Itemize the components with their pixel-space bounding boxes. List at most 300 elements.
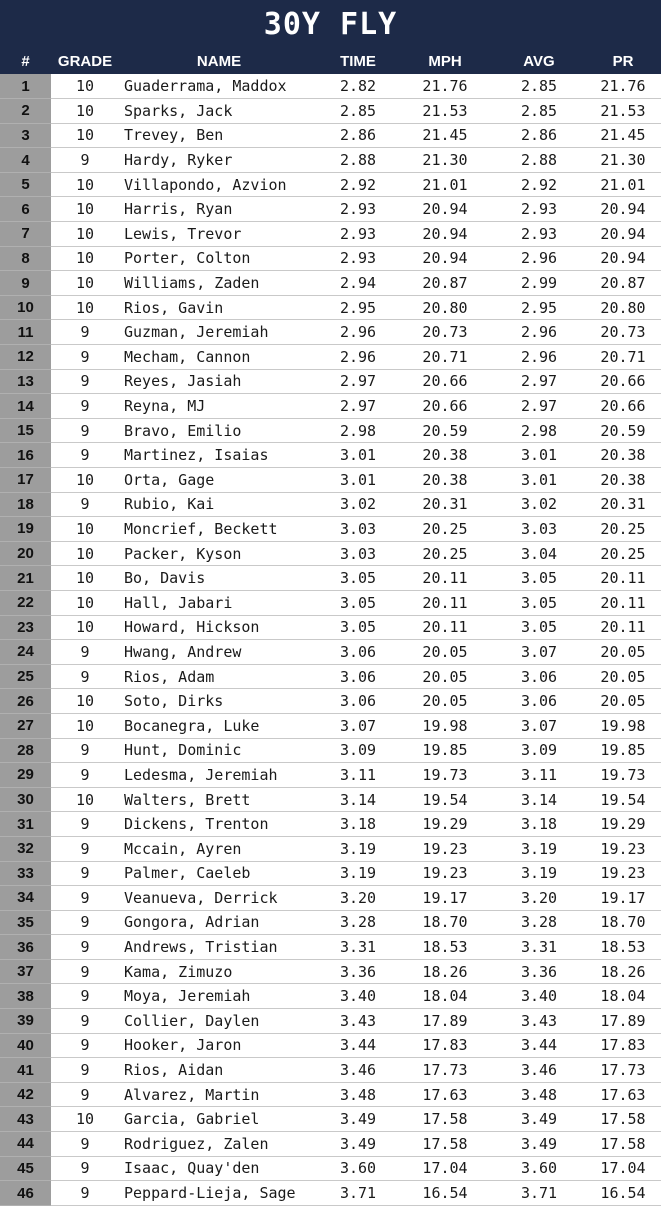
mph-cell: 17.63 [397, 1082, 493, 1107]
name-cell: Bo, Davis [119, 566, 319, 591]
avg-cell: 3.02 [493, 492, 585, 517]
pr-cell: 19.85 [585, 738, 661, 763]
time-cell: 2.93 [319, 246, 397, 271]
name-cell: Packer, Kyson [119, 541, 319, 566]
name-cell: Peppard-Lieja, Sage [119, 1181, 319, 1206]
rank-cell: 36 [0, 935, 51, 960]
table-row [0, 1132, 661, 1157]
avg-cell: 3.31 [493, 935, 585, 960]
name-cell: Hall, Jabari [119, 590, 319, 615]
pr-cell: 21.76 [585, 74, 661, 99]
avg-cell: 3.36 [493, 959, 585, 984]
pr-cell: 20.59 [585, 418, 661, 443]
rank-cell: 38 [0, 984, 51, 1009]
pr-cell: 17.04 [585, 1156, 661, 1181]
rank-cell: 42 [0, 1082, 51, 1107]
rank-cell: 16 [0, 443, 51, 468]
time-cell: 2.98 [319, 418, 397, 443]
grade-cell: 9 [51, 861, 119, 886]
avg-cell: 3.40 [493, 984, 585, 1009]
grade-cell: 9 [51, 1058, 119, 1083]
name-cell: Howard, Hickson [119, 615, 319, 640]
name-cell: Guaderrama, Maddox [119, 74, 319, 99]
pr-cell: 20.66 [585, 369, 661, 394]
table-row [0, 984, 661, 1009]
grade-cell: 9 [51, 935, 119, 960]
grade-cell: 9 [51, 148, 119, 173]
time-cell: 3.19 [319, 861, 397, 886]
grade-cell: 10 [51, 590, 119, 615]
name-cell: Martinez, Isaias [119, 443, 319, 468]
mph-cell: 20.73 [397, 320, 493, 345]
mph-cell: 20.25 [397, 541, 493, 566]
pr-cell: 17.58 [585, 1107, 661, 1132]
table-row [0, 517, 661, 542]
avg-cell: 3.18 [493, 812, 585, 837]
grade-cell: 9 [51, 812, 119, 837]
avg-cell: 3.44 [493, 1033, 585, 1058]
time-cell: 3.01 [319, 468, 397, 493]
time-cell: 2.88 [319, 148, 397, 173]
avg-cell: 3.48 [493, 1082, 585, 1107]
pr-cell: 20.38 [585, 443, 661, 468]
name-cell: Hardy, Ryker [119, 148, 319, 173]
rank-cell: 37 [0, 959, 51, 984]
table-row [0, 172, 661, 197]
avg-cell: 2.96 [493, 345, 585, 370]
avg-cell: 2.88 [493, 148, 585, 173]
time-cell: 2.86 [319, 123, 397, 148]
mph-cell: 19.17 [397, 886, 493, 911]
avg-cell: 2.95 [493, 295, 585, 320]
grade-cell: 10 [51, 74, 119, 99]
mph-cell: 20.71 [397, 345, 493, 370]
table-row [0, 74, 661, 99]
grade-cell: 9 [51, 984, 119, 1009]
table-row [0, 418, 661, 443]
table-row [0, 713, 661, 738]
time-cell: 3.36 [319, 959, 397, 984]
mph-cell: 17.04 [397, 1156, 493, 1181]
avg-cell: 2.98 [493, 418, 585, 443]
table-row [0, 959, 661, 984]
time-cell: 2.85 [319, 99, 397, 124]
header-row [0, 48, 661, 74]
rank-cell: 34 [0, 886, 51, 911]
grade-cell: 10 [51, 541, 119, 566]
pr-cell: 17.83 [585, 1033, 661, 1058]
grade-cell: 10 [51, 271, 119, 296]
table-row [0, 664, 661, 689]
time-cell: 2.82 [319, 74, 397, 99]
time-cell: 3.49 [319, 1107, 397, 1132]
mph-cell: 20.66 [397, 369, 493, 394]
name-cell: Alvarez, Martin [119, 1082, 319, 1107]
name-cell: Ledesma, Jeremiah [119, 763, 319, 788]
grade-cell: 9 [51, 886, 119, 911]
mph-cell: 17.89 [397, 1009, 493, 1034]
grade-cell: 9 [51, 959, 119, 984]
rank-cell: 18 [0, 492, 51, 517]
pr-cell: 18.26 [585, 959, 661, 984]
name-cell: Hunt, Dominic [119, 738, 319, 763]
time-cell: 3.19 [319, 836, 397, 861]
name-cell: Rios, Adam [119, 664, 319, 689]
time-cell: 3.31 [319, 935, 397, 960]
grade-cell: 10 [51, 615, 119, 640]
rank-cell: 26 [0, 689, 51, 714]
time-cell: 2.92 [319, 172, 397, 197]
rank-cell: 30 [0, 787, 51, 812]
table-row [0, 345, 661, 370]
grade-cell: 10 [51, 1107, 119, 1132]
name-cell: Collier, Daylen [119, 1009, 319, 1034]
pr-cell: 20.25 [585, 517, 661, 542]
results-table [0, 48, 661, 1206]
grade-cell: 10 [51, 787, 119, 812]
name-cell: Garcia, Gabriel [119, 1107, 319, 1132]
avg-cell: 3.05 [493, 590, 585, 615]
table-row [0, 689, 661, 714]
table-row [0, 148, 661, 173]
grade-cell: 9 [51, 418, 119, 443]
pr-cell: 20.80 [585, 295, 661, 320]
mph-cell: 21.01 [397, 172, 493, 197]
avg-cell: 2.96 [493, 320, 585, 345]
mph-cell: 16.54 [397, 1181, 493, 1206]
pr-cell: 20.94 [585, 197, 661, 222]
mph-cell: 20.11 [397, 566, 493, 591]
time-cell: 3.40 [319, 984, 397, 1009]
name-cell: Sparks, Jack [119, 99, 319, 124]
grade-cell: 9 [51, 640, 119, 665]
table-row [0, 590, 661, 615]
table-body [0, 74, 661, 1205]
table-row [0, 541, 661, 566]
time-cell: 3.05 [319, 615, 397, 640]
avg-cell: 3.04 [493, 541, 585, 566]
table-row [0, 738, 661, 763]
grade-cell: 10 [51, 689, 119, 714]
name-cell: Lewis, Trevor [119, 222, 319, 247]
pr-cell: 20.71 [585, 345, 661, 370]
rank-cell: 35 [0, 910, 51, 935]
grade-cell: 9 [51, 1181, 119, 1206]
rank-cell: 10 [0, 295, 51, 320]
grade-cell: 10 [51, 566, 119, 591]
name-cell: Reyes, Jasiah [119, 369, 319, 394]
avg-cell: 3.60 [493, 1156, 585, 1181]
time-cell: 2.94 [319, 271, 397, 296]
time-cell: 3.02 [319, 492, 397, 517]
table-row [0, 197, 661, 222]
mph-cell: 19.85 [397, 738, 493, 763]
name-cell: Hwang, Andrew [119, 640, 319, 665]
name-cell: Palmer, Caeleb [119, 861, 319, 886]
name-cell: Gongora, Adrian [119, 910, 319, 935]
rank-cell: 20 [0, 541, 51, 566]
pr-cell: 19.73 [585, 763, 661, 788]
mph-cell: 20.94 [397, 222, 493, 247]
rank-cell: 7 [0, 222, 51, 247]
grade-cell: 9 [51, 1156, 119, 1181]
mph-cell: 17.83 [397, 1033, 493, 1058]
pr-cell: 19.98 [585, 713, 661, 738]
table-row [0, 99, 661, 124]
table-header [0, 48, 661, 74]
mph-cell: 20.38 [397, 468, 493, 493]
name-cell: Reyna, MJ [119, 394, 319, 419]
table-row [0, 615, 661, 640]
pr-cell: 20.05 [585, 689, 661, 714]
name-cell: Trevey, Ben [119, 123, 319, 148]
rank-cell: 32 [0, 836, 51, 861]
name-cell: Bocanegra, Luke [119, 713, 319, 738]
grade-cell: 10 [51, 172, 119, 197]
avg-cell: 3.11 [493, 763, 585, 788]
name-cell: Mecham, Cannon [119, 345, 319, 370]
rank-cell: 41 [0, 1058, 51, 1083]
avg-cell: 3.14 [493, 787, 585, 812]
avg-cell: 2.92 [493, 172, 585, 197]
table-row [0, 836, 661, 861]
table-row [0, 320, 661, 345]
table-row [0, 246, 661, 271]
avg-cell: 3.28 [493, 910, 585, 935]
table-row [0, 566, 661, 591]
name-cell: Kama, Zimuzo [119, 959, 319, 984]
name-cell: Porter, Colton [119, 246, 319, 271]
time-cell: 3.03 [319, 541, 397, 566]
rank-cell: 2 [0, 99, 51, 124]
avg-cell: 2.85 [493, 74, 585, 99]
table-row [0, 492, 661, 517]
name-cell: Dickens, Trenton [119, 812, 319, 837]
grade-cell: 9 [51, 763, 119, 788]
grade-cell: 10 [51, 222, 119, 247]
pr-cell: 20.31 [585, 492, 661, 517]
time-cell: 3.71 [319, 1181, 397, 1206]
time-cell: 2.95 [319, 295, 397, 320]
mph-cell: 17.58 [397, 1107, 493, 1132]
time-cell: 3.03 [319, 517, 397, 542]
time-cell: 3.07 [319, 713, 397, 738]
column-header-rank: # [0, 48, 51, 74]
time-cell: 2.97 [319, 394, 397, 419]
mph-cell: 20.31 [397, 492, 493, 517]
avg-cell: 2.97 [493, 369, 585, 394]
rank-cell: 8 [0, 246, 51, 271]
avg-cell: 3.06 [493, 689, 585, 714]
table-row [0, 935, 661, 960]
table-row [0, 123, 661, 148]
table-row [0, 1058, 661, 1083]
mph-cell: 20.25 [397, 517, 493, 542]
table-row [0, 443, 661, 468]
rank-cell: 44 [0, 1132, 51, 1157]
mph-cell: 19.23 [397, 836, 493, 861]
time-cell: 3.11 [319, 763, 397, 788]
grade-cell: 9 [51, 836, 119, 861]
pr-cell: 19.17 [585, 886, 661, 911]
time-cell: 3.05 [319, 590, 397, 615]
pr-cell: 20.11 [585, 590, 661, 615]
grade-cell: 10 [51, 246, 119, 271]
pr-cell: 19.23 [585, 836, 661, 861]
pr-cell: 20.05 [585, 664, 661, 689]
avg-cell: 3.19 [493, 861, 585, 886]
avg-cell: 3.05 [493, 566, 585, 591]
grade-cell: 9 [51, 1033, 119, 1058]
grade-cell: 9 [51, 738, 119, 763]
title-bar [0, 0, 661, 48]
pr-cell: 20.25 [585, 541, 661, 566]
rank-cell: 24 [0, 640, 51, 665]
table-row [0, 812, 661, 837]
rank-cell: 19 [0, 517, 51, 542]
name-cell: Rubio, Kai [119, 492, 319, 517]
avg-cell: 2.93 [493, 197, 585, 222]
name-cell: Harris, Ryan [119, 197, 319, 222]
name-cell: Villapondo, Azvion [119, 172, 319, 197]
time-cell: 3.14 [319, 787, 397, 812]
grade-cell: 10 [51, 713, 119, 738]
mph-cell: 21.45 [397, 123, 493, 148]
mph-cell: 20.05 [397, 640, 493, 665]
mph-cell: 20.80 [397, 295, 493, 320]
rank-cell: 22 [0, 590, 51, 615]
pr-cell: 20.05 [585, 640, 661, 665]
rank-cell: 23 [0, 615, 51, 640]
time-cell: 2.96 [319, 320, 397, 345]
rank-cell: 33 [0, 861, 51, 886]
pr-cell: 17.89 [585, 1009, 661, 1034]
grade-cell: 9 [51, 394, 119, 419]
mph-cell: 20.94 [397, 246, 493, 271]
avg-cell: 3.09 [493, 738, 585, 763]
avg-cell: 2.96 [493, 246, 585, 271]
table-row [0, 640, 661, 665]
name-cell: Guzman, Jeremiah [119, 320, 319, 345]
table-row [0, 394, 661, 419]
mph-cell: 17.73 [397, 1058, 493, 1083]
grade-cell: 9 [51, 1082, 119, 1107]
rank-cell: 3 [0, 123, 51, 148]
grade-cell: 10 [51, 123, 119, 148]
page-title: 30Y FLY [263, 6, 398, 42]
table-row [0, 295, 661, 320]
mph-cell: 18.70 [397, 910, 493, 935]
time-cell: 3.60 [319, 1156, 397, 1181]
rank-cell: 25 [0, 664, 51, 689]
column-header-time: TIME [340, 52, 376, 70]
rank-cell: 28 [0, 738, 51, 763]
time-cell: 3.48 [319, 1082, 397, 1107]
pr-cell: 20.11 [585, 566, 661, 591]
pr-cell: 17.58 [585, 1132, 661, 1157]
avg-cell: 3.06 [493, 664, 585, 689]
mph-cell: 20.05 [397, 664, 493, 689]
rank-cell: 5 [0, 172, 51, 197]
mph-cell: 21.30 [397, 148, 493, 173]
mph-cell: 17.58 [397, 1132, 493, 1157]
pr-cell: 18.04 [585, 984, 661, 1009]
avg-cell: 3.46 [493, 1058, 585, 1083]
name-cell: Rios, Gavin [119, 295, 319, 320]
time-cell: 3.18 [319, 812, 397, 837]
name-cell: Veanueva, Derrick [119, 886, 319, 911]
grade-cell: 9 [51, 664, 119, 689]
name-cell: Bravo, Emilio [119, 418, 319, 443]
column-header-mph: MPH [428, 52, 462, 70]
avg-cell: 3.49 [493, 1132, 585, 1157]
time-cell: 3.28 [319, 910, 397, 935]
mph-cell: 20.11 [397, 615, 493, 640]
name-cell: Moya, Jeremiah [119, 984, 319, 1009]
time-cell: 3.49 [319, 1132, 397, 1157]
pr-cell: 20.66 [585, 394, 661, 419]
name-cell: Rios, Aidan [119, 1058, 319, 1083]
mph-cell: 19.98 [397, 713, 493, 738]
column-header-pr: PR [612, 52, 634, 70]
time-cell: 2.96 [319, 345, 397, 370]
time-cell: 3.01 [319, 443, 397, 468]
pr-cell: 17.73 [585, 1058, 661, 1083]
avg-cell: 3.01 [493, 468, 585, 493]
time-cell: 3.09 [319, 738, 397, 763]
avg-cell: 3.07 [493, 640, 585, 665]
mph-cell: 20.11 [397, 590, 493, 615]
grade-cell: 9 [51, 1009, 119, 1034]
time-cell: 3.05 [319, 566, 397, 591]
table-row [0, 910, 661, 935]
pr-cell: 19.23 [585, 861, 661, 886]
mph-cell: 18.04 [397, 984, 493, 1009]
time-cell: 3.44 [319, 1033, 397, 1058]
pr-cell: 19.54 [585, 787, 661, 812]
rank-cell: 4 [0, 148, 51, 173]
pr-cell: 16.54 [585, 1181, 661, 1206]
pr-cell: 20.38 [585, 468, 661, 493]
table-row [0, 886, 661, 911]
rank-cell: 1 [0, 74, 51, 99]
rank-cell: 43 [0, 1107, 51, 1132]
avg-cell: 3.01 [493, 443, 585, 468]
grade-cell: 9 [51, 320, 119, 345]
avg-cell: 3.07 [493, 713, 585, 738]
grade-cell: 9 [51, 345, 119, 370]
table-row [0, 1107, 661, 1132]
table-row [0, 1009, 661, 1034]
grade-cell: 9 [51, 369, 119, 394]
grade-cell: 9 [51, 910, 119, 935]
grade-cell: 10 [51, 197, 119, 222]
pr-cell: 20.73 [585, 320, 661, 345]
mph-cell: 18.53 [397, 935, 493, 960]
pr-cell: 20.87 [585, 271, 661, 296]
mph-cell: 20.94 [397, 197, 493, 222]
mph-cell: 19.23 [397, 861, 493, 886]
time-cell: 3.06 [319, 689, 397, 714]
grade-cell: 10 [51, 517, 119, 542]
rank-cell: 6 [0, 197, 51, 222]
rank-cell: 31 [0, 812, 51, 837]
pr-cell: 17.63 [585, 1082, 661, 1107]
name-cell: Isaac, Quay'den [119, 1156, 319, 1181]
mph-cell: 20.66 [397, 394, 493, 419]
rank-cell: 39 [0, 1009, 51, 1034]
name-cell: Williams, Zaden [119, 271, 319, 296]
